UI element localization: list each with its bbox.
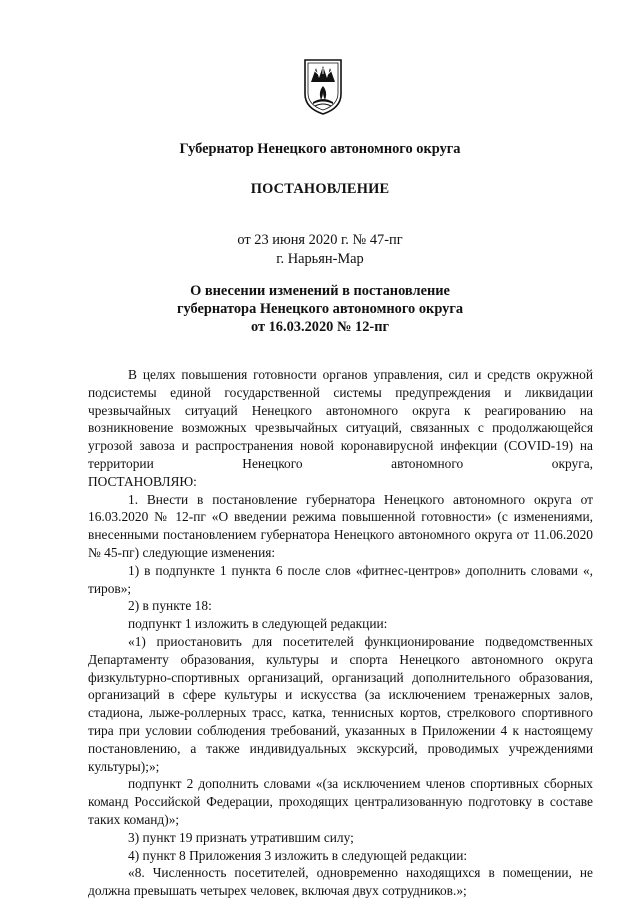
paragraph-subitem-1: 1) в подпункте 1 пункта 6 после слов «фитнес-центров» дополнить словами «, тиров»; <box>88 562 593 596</box>
paragraph-subitem-2-a: подпункт 1 изложить в следующей редакции: <box>128 616 388 632</box>
document-city: г. Нарьян-Мар <box>276 251 364 267</box>
subject-line-2: губернатора Ненецкого автономного округа <box>176 301 464 317</box>
document-type: ПОСТАНОВЛЕНИЕ <box>250 181 390 197</box>
issuer-title: Губернатор Ненецкого автономного округа <box>179 141 461 157</box>
subject-line-1: О внесении изменений в постановление <box>190 283 450 299</box>
paragraph-subitem-2: 2) в пункте 18: <box>128 598 212 614</box>
coat-of-arms-icon <box>302 56 344 116</box>
paragraph-subitem-3: 3) пункт 19 признать утратившим силу; <box>128 829 354 845</box>
resolution-word: ПОСТАНОВЛЯЮ: <box>88 473 197 489</box>
subject-line-3: от 16.03.2020 № 12-пг <box>250 319 390 335</box>
document-body <box>88 366 593 900</box>
document-date-number: от 23 июня 2020 г. № 47-пг <box>237 232 403 248</box>
paragraph-subitem-2-b: подпункт 2 дополнить словами «(за исключением членов спортивных сборных команд Российской Федерации, проходящих централизованную подготовку в составе таких команд)»; <box>88 776 593 827</box>
preamble-paragraph: В целях повышения готовности органов управления, сил и средств окружной подсистемы единой государственной системы предупреждения и ликвидации чрезвычайных ситуаций Ненецкого автономного округа к реагированию на возникновение возможных чрезвычайных ситуаций, связанных с продолжающейся угрозой завоза и распространения новой коронавирусной инфекции (COVID-19) на территории Ненецкого автономного округа, <box>88 367 593 471</box>
paragraph-item-1: 1. Внести в постановление губернатора Ненецкого автономного округа от 16.03.2020 № 12-пг «О введении режима повышенной готовности» (с изменениями, внесенными постановлением губернатора Ненецкого автономного округа от 11.06.2020 № 45-пг) следующие изменения: <box>88 491 593 560</box>
paragraph-subitem-4-text: «8. Численность посетителей, одновременно находящихся в помещении, не должна превышать четырех человек, включая двух сотрудников.»; <box>88 865 593 899</box>
paragraph-subitem-4: 4) пункт 8 Приложения 3 изложить в следующей редакции: <box>128 847 468 863</box>
paragraph-subitem-2-a-text: «1) приостановить для посетителей функционирование подведомственных Департаменту образования, культуры и спорта Ненецкого автономного округа физкультурно-спортивных организаций, организаций дополнительного образования, организаций в сфере культуры и искусства (за исключением тренажерных залов, стадиона, лыже-роллерных трасс, катка, теннисных кортов, стрелкового спортивного тира при условии соблюдения требований, указанных в Приложении 4 к настоящему постановлению, а также индивидуальных экскурсий, проводимых учреждениями культуры);»; <box>88 633 593 774</box>
